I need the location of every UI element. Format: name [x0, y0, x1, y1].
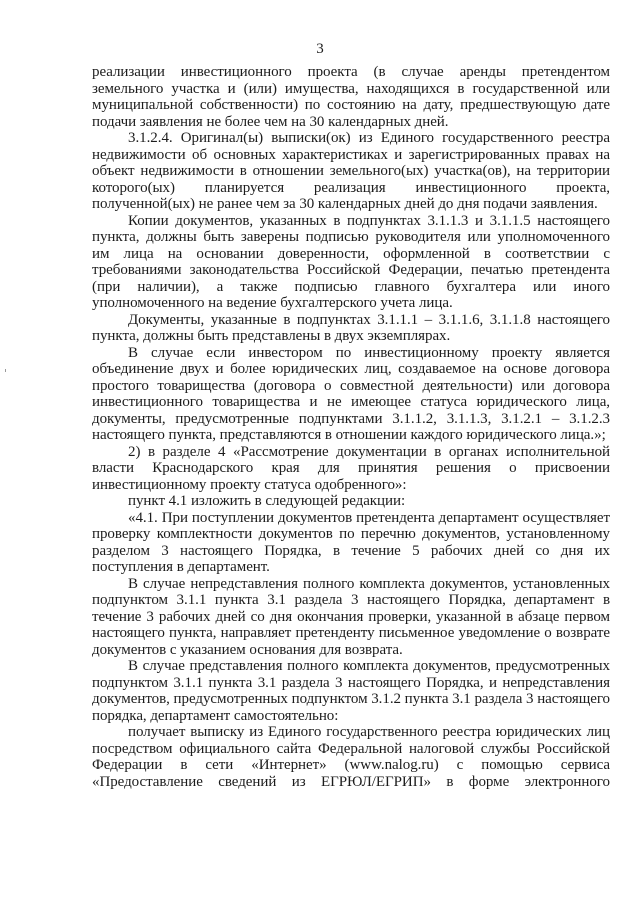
paragraph: В случае непредставления полного комплекта документов, установленных подпунктом 3.1.1 пункта 3.1 раздела 3 настоящего Порядка, департамент в течение 3 рабочих дней со дня окончания проверки, указанной в абзаце первом настоящего пункта, направляет претенденту письменное уведомление о возврате документов с указанием основания для возврата.: [92, 575, 610, 658]
document-body: [92, 64, 610, 790]
paragraph: В случае если инвестором по инвестиционному проекту является объединение двух и более юридических лиц, создаваемое на основе договора простого товарищества (договора о совместной деятельности) или договора инвестиционного товарищества и не имеющее статуса юридического лица, документы, предусмотренные подпунктами 3.1.1.2, 3.1.1.3, 3.1.2.1 – 3.1.2.3 настоящего пункта, представляются в отношении каждого юридического лица.»;: [92, 344, 610, 443]
page-number: 3: [316, 41, 324, 57]
margin-mark: [5, 369, 6, 372]
paragraph: Копии документов, указанных в подпунктах 3.1.1.3 и 3.1.1.5 настоящего пункта, должны быть заверены подписью руководителя или уполномоченного им лица на основании доверенности, оформленной в соответствии с требованиями законодательства Российской Федерации, печатью претендента (при наличии), а также подписью главного бухгалтера или иного уполномоченного на ведение бухгалтерского учета лица.: [92, 212, 610, 311]
paragraph: «4.1. При поступлении документов претендента департамент осуществляет проверку комплектности документов по перечню документов, установленному разделом 3 настоящего Порядка, в течение 5 рабочих дней со дня их поступления в департамент.: [92, 509, 610, 575]
paragraph: 2) в разделе 4 «Рассмотрение документации в органах исполнительной власти Краснодарского края для принятия решения о присвоении инвестиционному проекту статуса одобренного»:: [92, 443, 610, 493]
paragraph: пункт 4.1 изложить в следующей редакции:: [128, 493, 406, 509]
paragraph: Документы, указанные в подпунктах 3.1.1.1 – 3.1.1.6, 3.1.1.8 настоящего пункта, должны быть представлены в двух экземплярах.: [92, 311, 610, 344]
paragraph: 3.1.2.4. Оригинал(ы) выписки(ок) из Единого государственного реестра недвижимости об основных характеристиках и зарегистрированных правах на объект недвижимости в отношении земельного(ых) участка(ов), на территории которого(ых) планируется реализация инвестиционного проекта, полученной(ых) не ранее чем за 30 календарных дней до дня подачи заявления.: [92, 130, 610, 212]
paragraph: получает выписку из Единого государственного реестра юридических лиц посредством официального сайта Федеральной налоговой службы Российской Федерации в сети «Интернет» (www.nalog.ru) с помощью сервиса «Предоставление сведений из ЕГРЮЛ/ЕГРИП» в форме электронного: [92, 724, 610, 790]
paragraph: реализации инвестиционного проекта (в случае аренды претендентом земельного участка и (или) имущества, находящихся в государственной или муниципальной собственности) по состоянию на дату, предшествующую дате подачи заявления не более чем на 30 календарных дней.: [92, 64, 610, 130]
paragraph: В случае представления полного комплекта документов, предусмотренных подпунктом 3.1.1 пункта 3.1 раздела 3 настоящего Порядка, и непредставления документов, предусмотренных подпунктом 3.1.2 пункта 3.1 раздела 3 настоящего порядка, департамент самостоятельно:: [92, 658, 610, 724]
